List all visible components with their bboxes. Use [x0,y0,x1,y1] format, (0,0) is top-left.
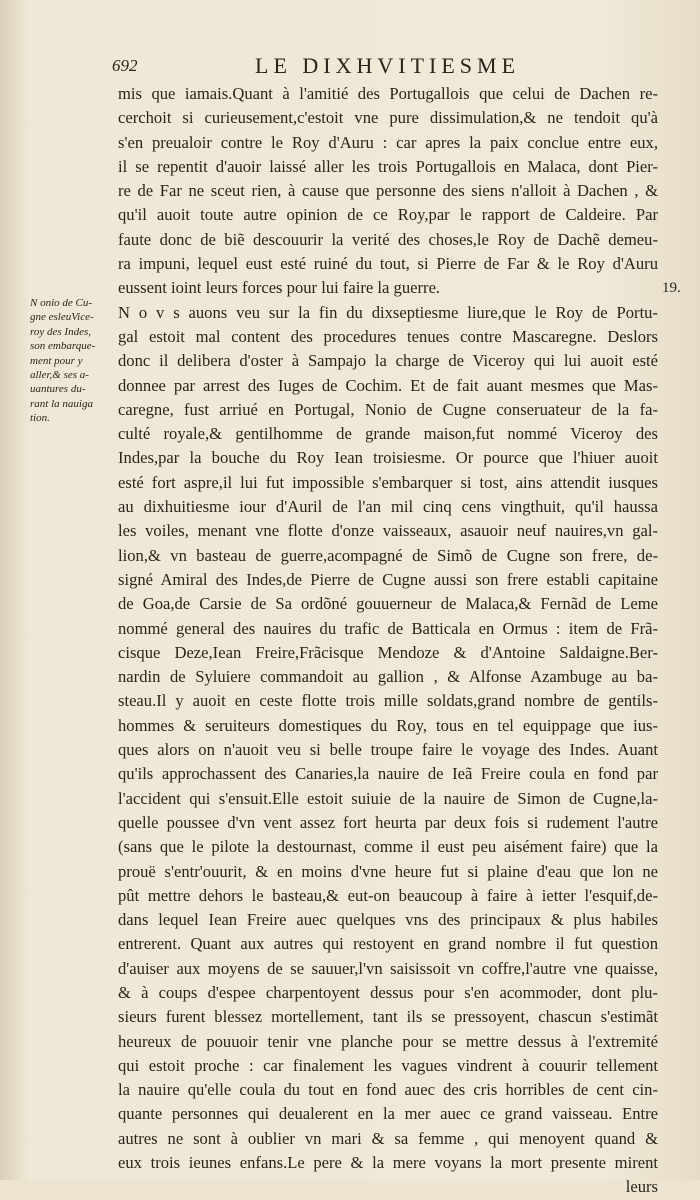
text-line: steau.Il y auoit en ceste flotte trois mille soldats,grand nombre de gentils- [118,691,658,711]
text-line: prouë s'entr'ouurit, & en moins d'vne heure fut si plaine d'eau que lon ne [118,861,658,881]
text-line: esté fort aspre,il lui fut impossible s'embarquer si tost, ains attendit iusques [118,472,658,492]
text-line: de Goa,de Carsie de Sa ordõné gouuerneur de Malaca,& Fernãd de Leme [118,594,658,614]
text-line: heureux de pouuoir tenir vne planche pour se mettre dessus à l'extremité [118,1031,658,1051]
text-line: quante personnes qui deualerent en la mer auec ce grand vaisseau. Entre [118,1104,658,1124]
text-line: culté royale,& gentilhomme de grande maison,fut nommé Viceroy des [118,424,658,444]
text-line: eussent ioint leurs forces pour lui faire la guerre. [118,278,441,298]
text-line: N o v s auons veu sur la fin du dixseptiesme liure,que le Roy de Portu- [118,302,658,322]
text-line: pût mettre dehors le basteau,& eut-on beaucoup à faire à ietter l'esquif,de- [118,885,658,905]
text-line: autres ne sont à oublier vn mari & sa femme , qui menoyent quand & [118,1128,658,1148]
text-line: ques alors on n'auoit veu si belle troupe faire le voyage des Indes. Auant [118,740,658,760]
marginal-note [30,296,114,426]
margin-number: 19. [662,280,681,296]
marginal-note-line: tion. [30,412,50,425]
body-text [118,82,658,1200]
text-line: hommes & seruiteurs domestiques du Roy, tous en tel equippage que ius- [118,715,658,735]
marginal-note-line: son embarque- [30,340,96,353]
text-line: les voiles, menant vne flotte d'onze vaisseaux, asauoir neuf nauires,vn gal- [118,521,658,541]
text-line: gal estoit mal content des procedures tenues contre Mascaregne. Deslors [118,326,658,346]
text-line: Indes,par la bouche du Roy Iean troisiesme. Or pource que l'hiuer auoit [118,448,658,468]
marginal-note-line: roy des Indes, [30,325,91,338]
text-line: nardin de Syluiere commandoit au gallion , & Alfonse Azambuge au ba- [118,667,658,687]
text-line: d'auiser aux moyens de se sauuer,l'vn saisissoit vn coffre,l'autre vne quaisse, [118,958,658,978]
text-line: l'accident qui s'ensuit.Elle estoit suiuie de la nauire de Simon de Cugne,la- [118,788,658,808]
marginal-note-line: ment pour y [30,354,83,367]
text-line: il se repentit d'auoir laissé aller les trois Portugallois en Malaca, dont Pier- [118,156,658,176]
text-line: cerchoit si curieusement,c'estoit vne pure dissimulation,& ne tendoit qu'à [118,108,658,128]
text-line: qui estoit proche : car finalement les vagues vindrent à couurir tellement [118,1055,658,1075]
catchword: leurs [625,1177,658,1197]
text-line: cisque Deze,Iean Freire,Frãcisque Mendoze & d'Antoine Saldaigne.Ber- [118,642,658,662]
text-line: qu'ils approchassent des Canaries,la nauire de Ieã Freire coula en fond par [118,764,658,784]
text-line: quelle poussee d'vn vent assez fort heurta par deux fois si rudement l'autre [118,812,658,832]
text-line: nommé general des nauires du trafic de Batticala en Ormus : item de Frã- [118,618,658,638]
text-line: donnee par arrest des Iuges de Cochim. Et de fait auant mesmes que Mas- [118,375,658,395]
text-line: dans lequel Iean Freire auec quelques vns des principaux & plus habiles [118,910,658,930]
text-line: & à coups d'espee charpentoyent dessus pour s'en acommoder, dont plu- [118,982,658,1002]
running-head: LE DIXHVITIESME [255,53,521,78]
text-line: sieurs furent blessez mortellement, tant ils se pressoyent, chascun s'estimãt [118,1007,658,1027]
text-line: mis que iamais.Quant à l'amitié des Portugallois que celui de Dachen re- [118,84,658,103]
page-number: 692 [112,56,138,75]
text-line: au dixhuitiesme iour d'Auril de l'an mil cinq cens vingthuit, qu'il haussa [118,497,658,517]
text-line: s'en preualoir contre le Roy d'Auru : car apres la paix conclue entre eux, [118,132,658,152]
text-line: faute donc de biẽ descouurir la verité des choses,le Roy de Dachẽ demeu- [118,229,658,249]
marginal-note-line: N onio de Cu- [30,297,93,309]
text-line: eux trois ieunes enfans.Le pere & la mere voyans la mort presente mirent [118,1153,658,1173]
text-line: signé Amiral des Indes,de Pierre de Cugne aussi son frere establi capitaine [118,569,658,589]
text-line: la nauire qu'elle coula du tout en fond auec des cris horribles de cent cin- [118,1080,658,1100]
text-line: caregne, fust arriué en Portugal, Nonio de Cugne conseruateur de la fa- [118,399,658,419]
text-line: lion,& vn basteau de guerre,acompagné de Simõ de Cugne son frere, de- [118,545,658,565]
marginal-note-line: rant la nauiga [30,397,93,410]
marginal-note-line: gne esleuVice- [30,311,94,324]
marginal-note-line: uantures du- [30,383,86,396]
text-line: donc il delibera d'oster à Sampajo la charge de Viceroy qui lui auoit esté [118,351,658,371]
text-line: entrerent. Quant aux autres qui restoyent en grand nombre il fut question [118,934,658,954]
text-line: qu'il auoit toute autre opinion de ce Roy,par le rapport de Caldeire. Par [118,205,658,225]
text-line: re de Far ne sceut rien, à cause que personne des siens n'alloit à Dachen , & [118,181,658,201]
text-line: (sans que le pilote la destournast, comme il eust peu aisément faire) que la [118,837,658,857]
marginal-note-line: aller,& ses a- [30,369,89,382]
text-line: ra impuni, lequel eust esté ruiné du tout, si Pierre de Far & le Roy d'Auru [118,254,658,274]
